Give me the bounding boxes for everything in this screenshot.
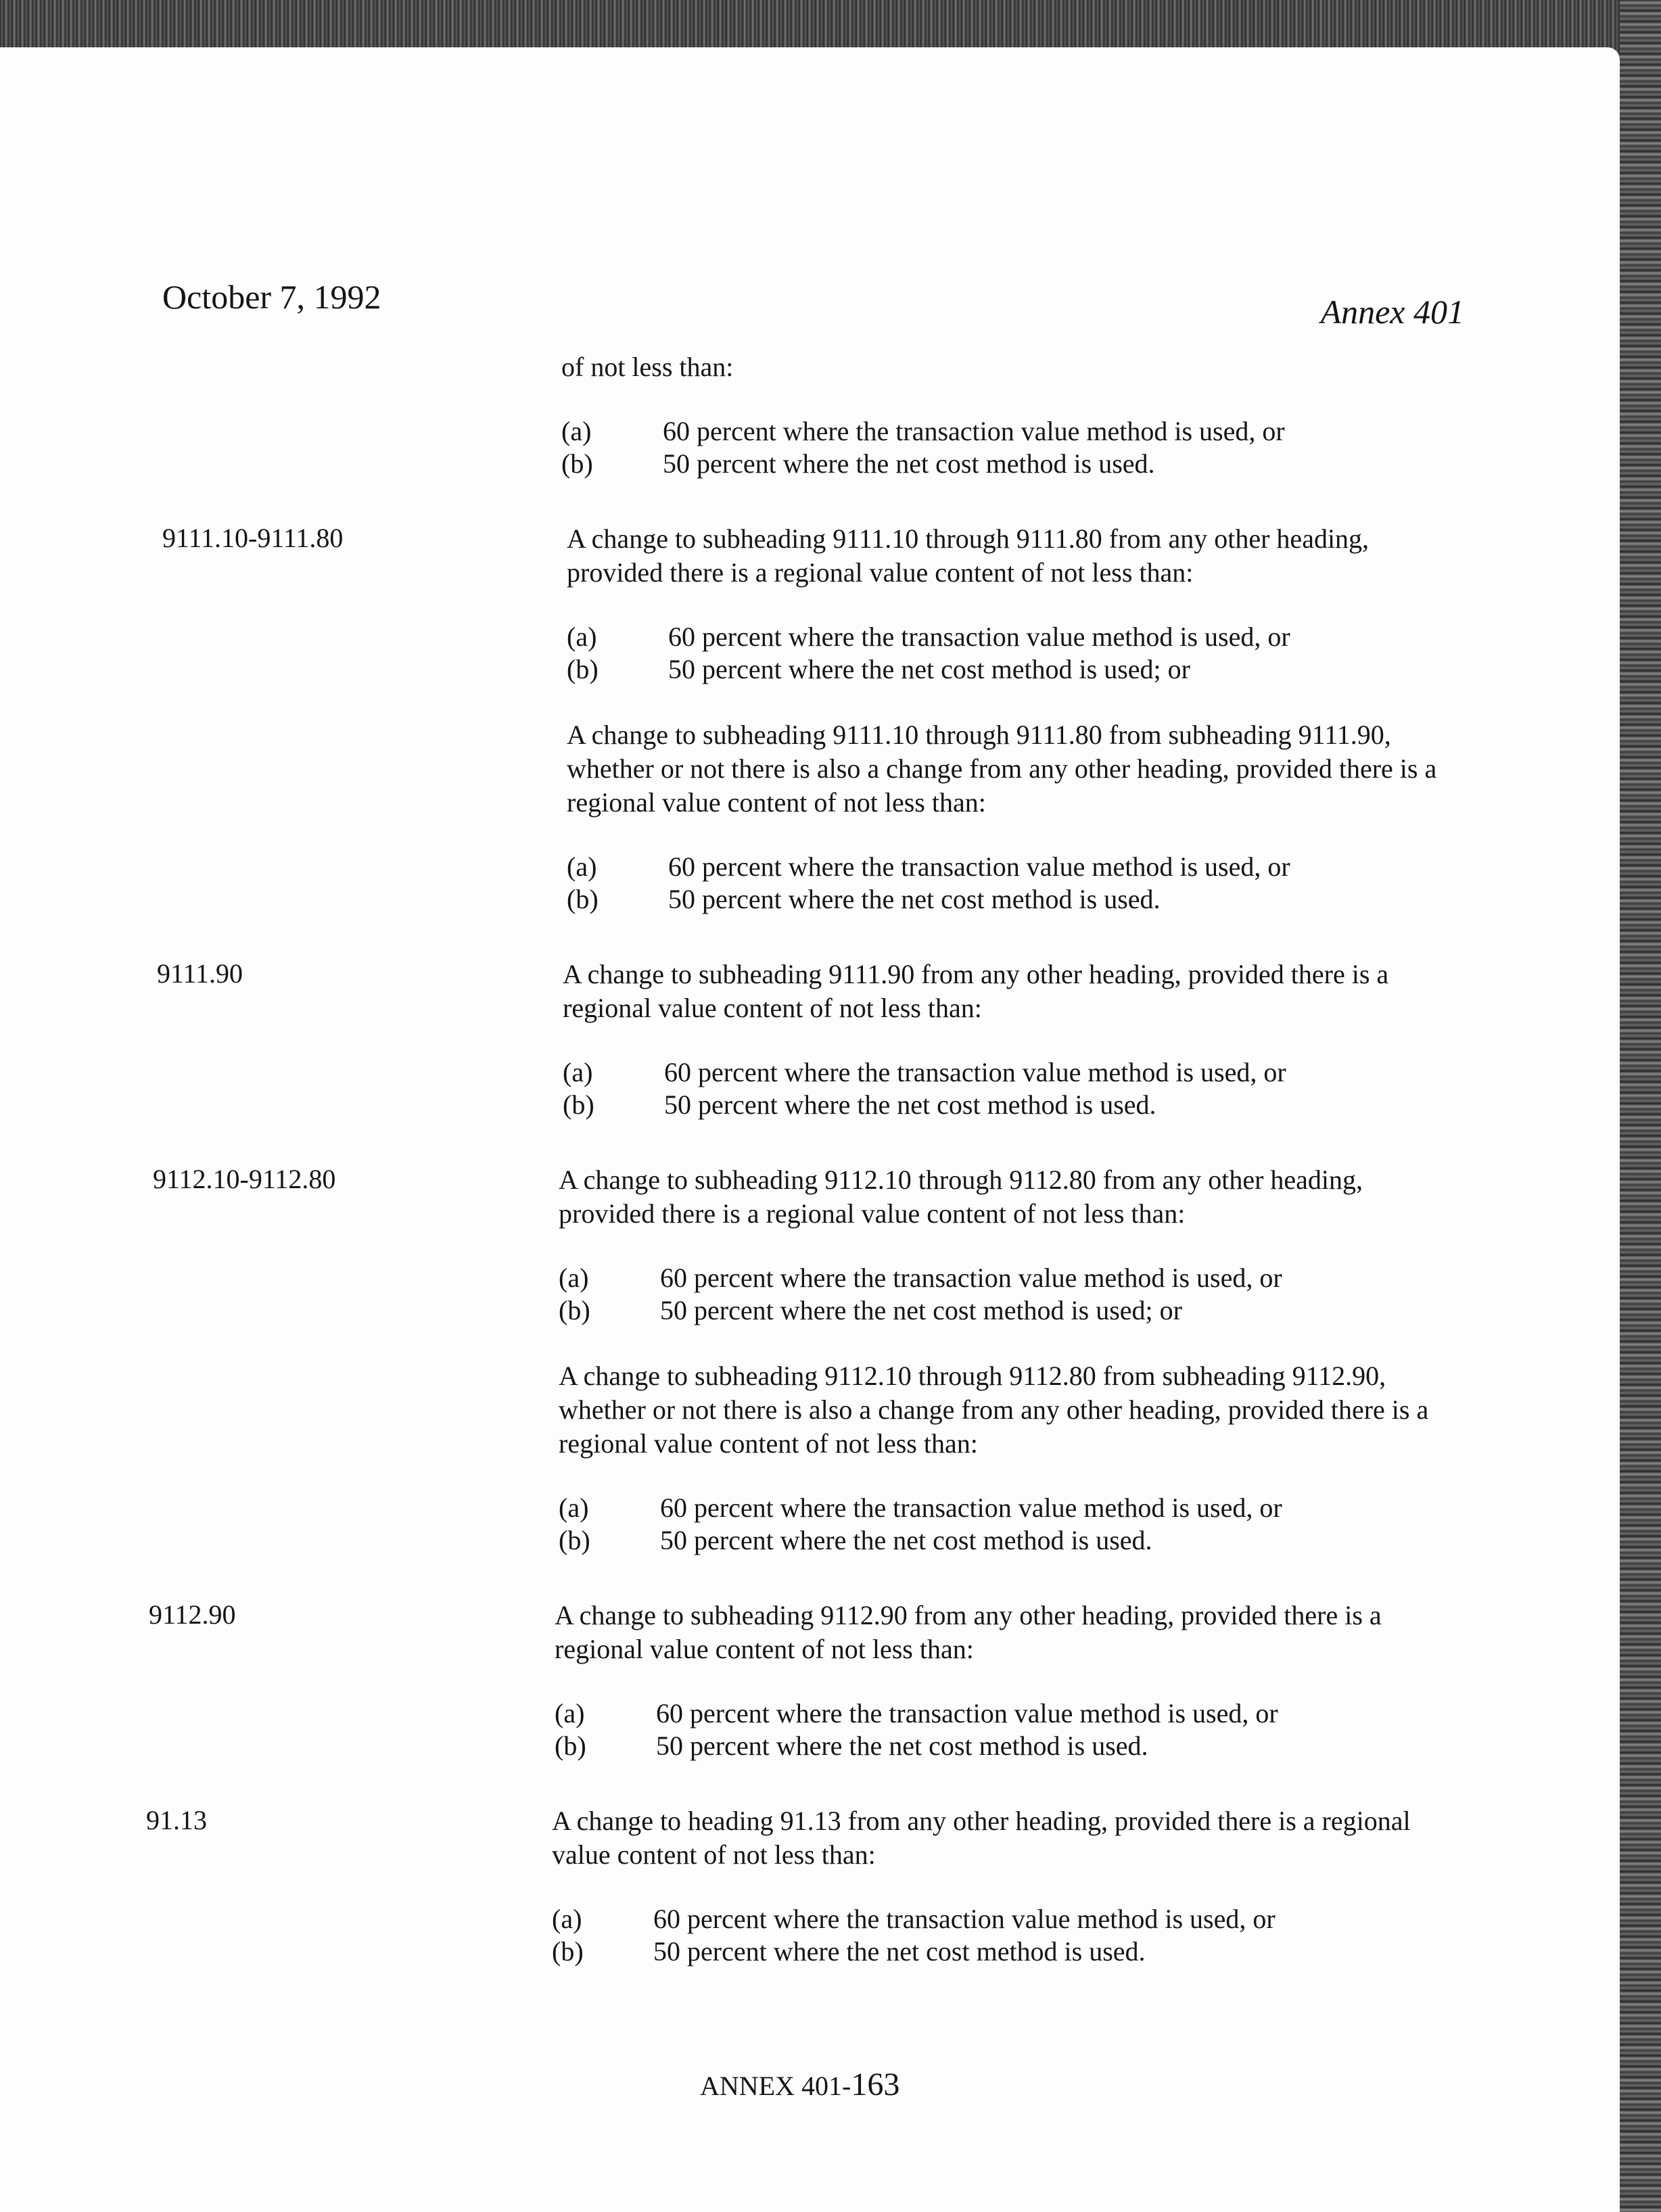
list-item: [567, 653, 1466, 686]
list-item: [552, 1903, 1451, 1935]
rule-9112-90: [0, 1599, 1620, 1762]
rule-code: 91.13: [146, 1805, 207, 1835]
list-item: [563, 1056, 1462, 1089]
rule-text: A change to subheading 9112.10 through 9112.80 from subheading 9112.90, whether or not there is also a change from any other heading, provided there is a regional value content of not less than:: [559, 1361, 1429, 1459]
scan-right-edge: [1620, 0, 1661, 2212]
list-item: [563, 1089, 1462, 1121]
rule-9112-10-9112-80: [0, 1163, 1620, 1557]
item-text: 60 percent where the transaction value method is used, or: [668, 851, 1290, 882]
list-item: [567, 851, 1466, 883]
header-date: October 7, 1992: [162, 278, 381, 316]
item-text: 50 percent where the net cost method is used.: [663, 448, 1155, 479]
document-page: [0, 47, 1620, 2212]
rule-items: [567, 621, 1466, 686]
item-text: 60 percent where the transaction value method is used, or: [660, 1263, 1282, 1293]
item-text: 60 percent where the transaction value method is used, or: [660, 1492, 1282, 1523]
rule-code: 9111.90: [157, 958, 243, 989]
rule-text: A change to subheading 9112.10 through 9112.80 from any other heading, provided there is a regional value content of not less than:: [559, 1164, 1363, 1229]
rule-text: A change to subheading 9111.90 from any other heading, provided there is a regional value content of not less than:: [563, 959, 1389, 1023]
footer-prefix: ANNEX 401-: [700, 2071, 851, 2101]
item-label: (a): [567, 851, 597, 882]
item-label: (b): [559, 1295, 590, 1325]
page-number: 163: [851, 2067, 900, 2102]
item-text: 60 percent where the transaction value method is used, or: [664, 1057, 1286, 1087]
rule-code: 9112.10-9112.80: [153, 1164, 336, 1194]
rule-9111-90: [0, 958, 1620, 1121]
rule-items: [559, 1492, 1458, 1557]
rule-items: [563, 1056, 1462, 1121]
item-text: 50 percent where the net cost method is used.: [653, 1936, 1146, 1967]
item-label: (a): [559, 1492, 589, 1523]
rule-items: [559, 1262, 1458, 1327]
list-item: [567, 883, 1466, 916]
item-text: 60 percent where the transaction value method is used, or: [663, 416, 1285, 446]
item-label: (a): [552, 1904, 582, 1934]
rules-content: [0, 350, 1620, 1968]
rule-9111-10-9111-80: [0, 522, 1620, 916]
item-text: 50 percent where the net cost method is used.: [664, 1089, 1156, 1120]
rule-text: A change to subheading 9111.10 through 9111.80 from any other heading, provided there is a regional value content of not less than:: [567, 523, 1370, 588]
intro-block: [0, 350, 1620, 480]
list-item: [561, 415, 1461, 448]
rule-91-13: [0, 1804, 1620, 1968]
rule-text: A change to subheading 9111.10 through 9111.80 from subheading 9111.90, whether or not there is also a change from any other heading, provided there is a regional value content of not less than:: [567, 720, 1437, 818]
item-label: (a): [555, 1698, 585, 1728]
list-item: [561, 448, 1461, 480]
item-label: (b): [555, 1731, 586, 1761]
item-label: (a): [563, 1057, 593, 1087]
item-text: 50 percent where the net cost method is used; or: [660, 1295, 1182, 1325]
item-text: 60 percent where the transaction value method is used, or: [656, 1698, 1278, 1728]
item-text: 50 percent where the net cost method is used.: [656, 1731, 1148, 1761]
scan-top-edge: [0, 0, 1661, 54]
item-label: (b): [559, 1525, 590, 1555]
rule-text: A change to subheading 9112.90 from any other heading, provided there is a regional value content of not less than:: [555, 1600, 1382, 1664]
rule-code: 9111.10-9111.80: [162, 523, 344, 553]
rule-items: [567, 851, 1466, 916]
item-label: (b): [567, 654, 599, 684]
list-item: [559, 1492, 1458, 1524]
list-item: [559, 1524, 1458, 1557]
item-text: 50 percent where the net cost method is used.: [660, 1525, 1152, 1555]
item-text: 50 percent where the net cost method is used; or: [668, 654, 1190, 684]
rule-code: 9112.90: [149, 1599, 236, 1630]
item-text: 50 percent where the net cost method is used.: [668, 884, 1161, 914]
list-item: [552, 1935, 1451, 1968]
item-label: (b): [567, 884, 599, 914]
list-item: [555, 1697, 1454, 1730]
item-text: 60 percent where the transaction value method is used, or: [668, 621, 1290, 652]
header-annex-title: Annex 401: [1320, 293, 1464, 331]
item-label: (b): [561, 448, 593, 479]
rule-items: [552, 1903, 1451, 1968]
item-text: 60 percent where the transaction value method is used, or: [653, 1904, 1276, 1934]
item-label: (a): [567, 621, 597, 652]
item-label: (a): [561, 416, 592, 446]
item-label: (b): [552, 1936, 584, 1967]
rule-text: A change to heading 91.13 from any other heading, provided there is a regional value content of not less than:: [552, 1806, 1411, 1870]
list-item: [559, 1262, 1458, 1294]
list-item: [555, 1730, 1454, 1762]
intro-text: of not less than:: [561, 352, 734, 382]
list-item: [567, 621, 1466, 653]
rule-items: [555, 1697, 1454, 1762]
item-label: (b): [563, 1089, 594, 1120]
page-footer: [700, 2066, 899, 2103]
list-item: [559, 1294, 1458, 1327]
item-label: (a): [559, 1263, 589, 1293]
intro-items: [561, 415, 1461, 480]
